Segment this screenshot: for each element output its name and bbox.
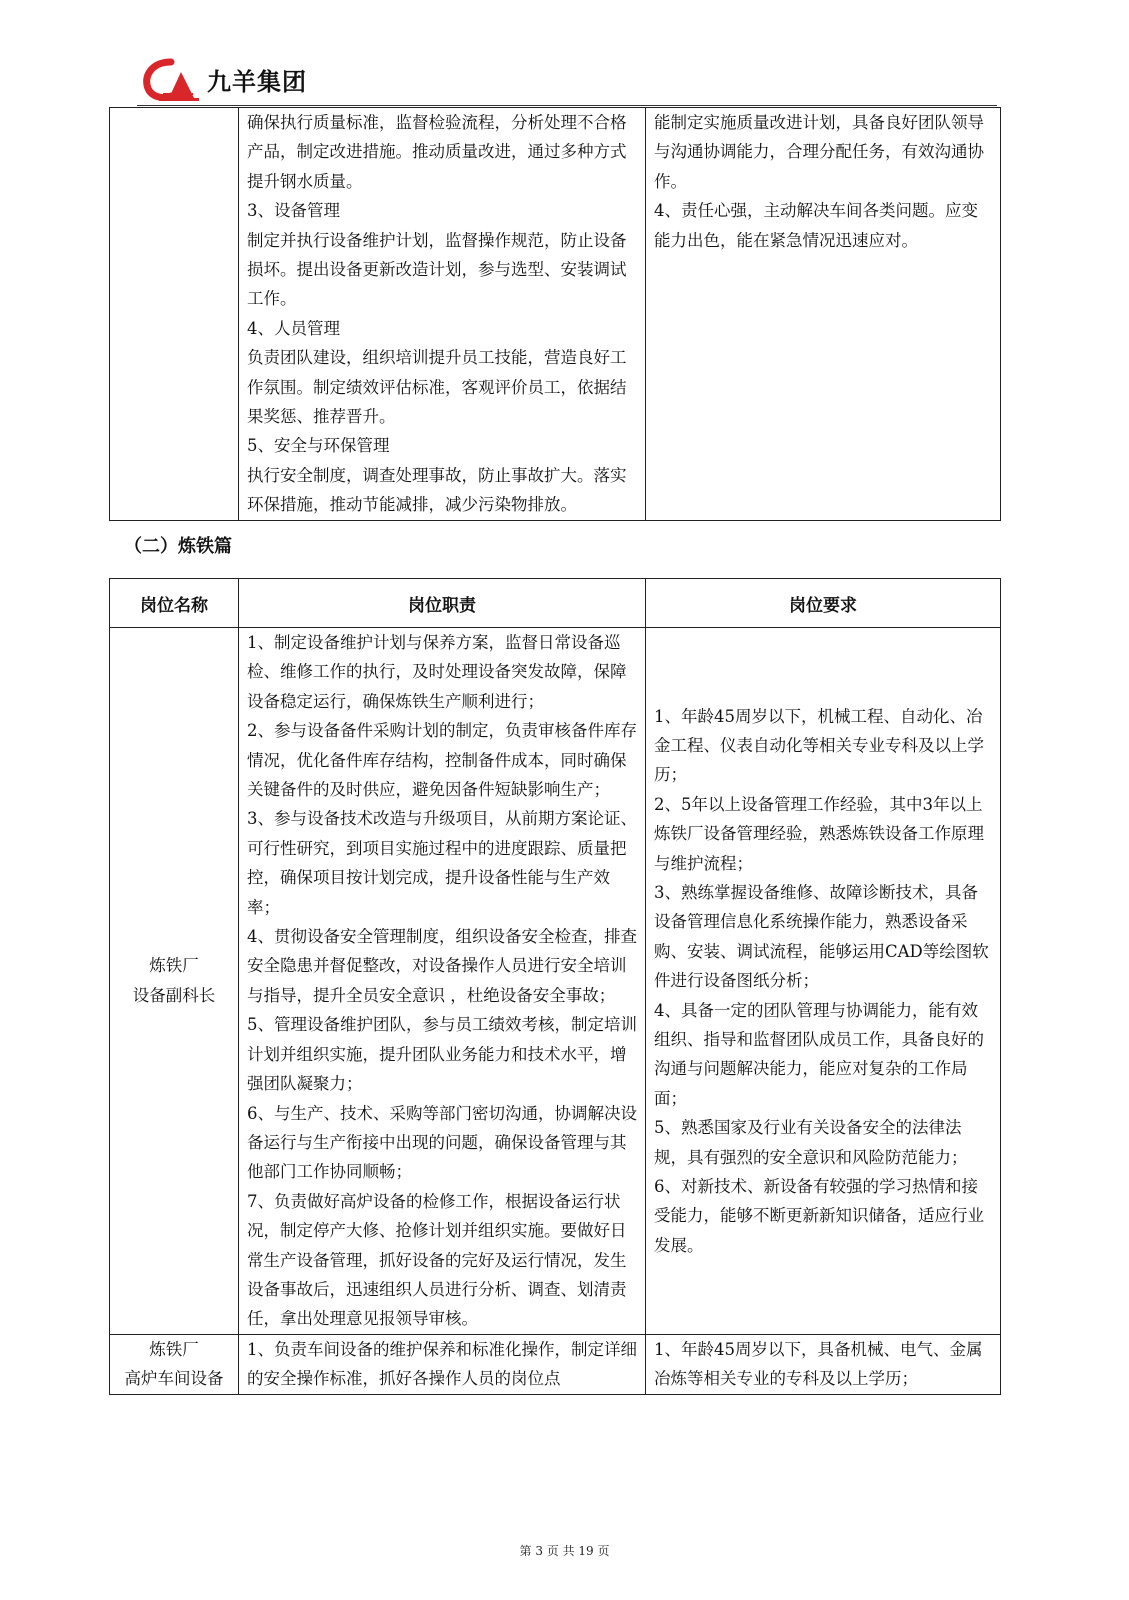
requirement-paragraph: 3、熟练掌握设备维修、故障诊断技术，具备设备管理信息化系统操作能力，熟悉设备采购、安装、调试流程，能够运用CAD等绘图软件进行设备图纸分析； <box>654 882 989 991</box>
position-name-cell <box>110 628 239 1335</box>
requirement-paragraph: 1、年龄45周岁以下，具备机械、电气、金属冶炼等相关专业的专科及以上学历； <box>654 1339 983 1389</box>
position-name-cell <box>110 1334 239 1394</box>
position-name-cell <box>110 108 239 521</box>
table-steelmaking-continued <box>109 107 1001 521</box>
duty-paragraph: 6、与生产、技术、采购等部门密切沟通，协调解决设备运行与生产衔接中出现的问题，确保设备管理与其他部门工作协同顺畅； <box>247 1103 637 1182</box>
table-header-row <box>110 579 1001 628</box>
duty-paragraph: 5、管理设备维护团队，参与员工绩效考核，制定培训计划并组织实施，提升团队业务能力和技术水平，增强团队凝聚力； <box>247 1015 637 1094</box>
section-heading: （二）炼铁篇 <box>124 536 232 557</box>
duty-paragraph: 执行安全制度，调查处理事故，防止事故扩大。落实环保措施，推动节能减排，减少污染物排放。 <box>247 465 627 515</box>
jiuyang-logo-icon <box>141 58 201 104</box>
requirement-paragraph: 4、责任心强，主动解决车间各类问题。应变能力出色，能在紧急情况迅速应对。 <box>654 201 978 250</box>
table-row <box>110 1334 1001 1394</box>
table-row <box>110 628 1001 1335</box>
duty-paragraph: 负责团队建设，组织培训提升员工技能，营造良好工作氛围。制定绩效评估标准，客观评价员工，依据结果奖惩、推荐晋升。 <box>247 348 627 427</box>
position-name-line: 炼铁厂 <box>149 1339 199 1359</box>
column-header-position-name: 岗位名称 <box>110 579 239 628</box>
duty-paragraph: 1、负责车间设备的维护保养和标准化操作，制定详细的安全操作标准，抓好各操作人员的岗位点 <box>247 1339 637 1389</box>
requirement-paragraph: 能制定实施质量改进计划，具备良好团队领导与沟通协调能力，合理分配任务，有效沟通协作。 <box>654 113 984 191</box>
position-name-line: 高炉车间设备 <box>124 1369 224 1389</box>
duty-paragraph: 2、参与设备备件采购计划的制定，负责审核备件库存情况，优化备件库存结构，控制备件成本，同时确保关键备件的及时供应，避免因备件短缺影响生产； <box>247 721 637 800</box>
page-header <box>137 58 997 108</box>
requirement-paragraph: 1、年龄45周岁以下，机械工程、自动化、冶金工程、仪表自动化等相关专业专科及以上学历； <box>654 706 984 785</box>
duty-paragraph: 5、安全与环保管理 <box>247 436 390 456</box>
duty-paragraph: 3、参与设备技术改造与升级项目，从前期方案论证、可行性研究，到项目实施过程中的进度跟踪、质量把控，确保项目按计划完成，提升设备性能与生产效率； <box>247 809 637 917</box>
duties-cell <box>239 1334 646 1394</box>
requirement-paragraph: 5、熟悉国家及行业有关设备安全的法律法规，具有强烈的安全意识和风险防范能力； <box>654 1118 968 1167</box>
duty-paragraph: 1、制定设备维护计划与保养方案，监督日常设备巡检、维修工作的执行，及时处理设备突发故障，保障设备稳定运行，确保炼铁生产顺利进行； <box>247 633 627 711</box>
company-name: 九羊集团 <box>207 68 307 96</box>
requirement-paragraph: 4、具备一定的团队管理与协调能力，能有效组织、指导和监督团队成员工作，具备良好的沟通与问题解决能力，能应对复杂的工作局面； <box>654 1000 984 1108</box>
page-footer: 第 3 页 共 19 页 <box>519 1544 610 1558</box>
duties-cell <box>239 628 646 1335</box>
column-header-duties: 岗位职责 <box>239 579 646 628</box>
duty-paragraph: 3、设备管理 <box>247 201 340 221</box>
table-row <box>110 108 1001 521</box>
position-name-line: 设备副科长 <box>132 985 216 1005</box>
requirement-paragraph: 6、对新技术、新设备有较强的学习热情和接受能力，能够不断更新新知识储备，适应行业发展。 <box>654 1177 984 1255</box>
position-name-line: 炼铁厂 <box>149 956 199 976</box>
table-ironmaking <box>109 578 1001 1395</box>
requirements-cell <box>646 1334 1001 1394</box>
duty-paragraph: 4、人员管理 <box>247 318 340 338</box>
header-divider <box>137 105 997 106</box>
duty-paragraph: 7、负责做好高炉设备的检修工作，根据设备运行状况，制定停产大修、抢修计划并组织实施。要做好日常生产设备管理，抓好设备的完好及运行情况，发生设备事故后，迅速组织人员进行分析、调查、划清责任，拿出处理意见报领导审核。 <box>247 1191 627 1329</box>
requirements-cell <box>646 108 1001 521</box>
duty-paragraph: 制定并执行设备维护计划，监督操作规范，防止设备损坏。提出设备更新改造计划，参与选型、安装调试工作。 <box>247 230 627 309</box>
column-header-requirements: 岗位要求 <box>646 579 1001 628</box>
requirements-cell <box>646 628 1001 1335</box>
duties-cell <box>239 108 646 521</box>
duty-paragraph: 确保执行质量标准，监督检验流程，分析处理不合格产品，制定改进措施。推动质量改进，通过多种方式提升钢水质量。 <box>247 113 627 191</box>
requirement-paragraph: 2、5年以上设备管理工作经验，其中3年以上炼铁厂设备管理经验，熟悉炼铁设备工作原理与维护流程； <box>654 794 984 873</box>
duty-paragraph: 4、贯彻设备安全管理制度，组织设备安全检查，排查安全隐患并督促整改，对设备操作人员进行安全培训与指导，提升全员安全意识 ，杜绝设备安全事故； <box>247 927 637 1005</box>
